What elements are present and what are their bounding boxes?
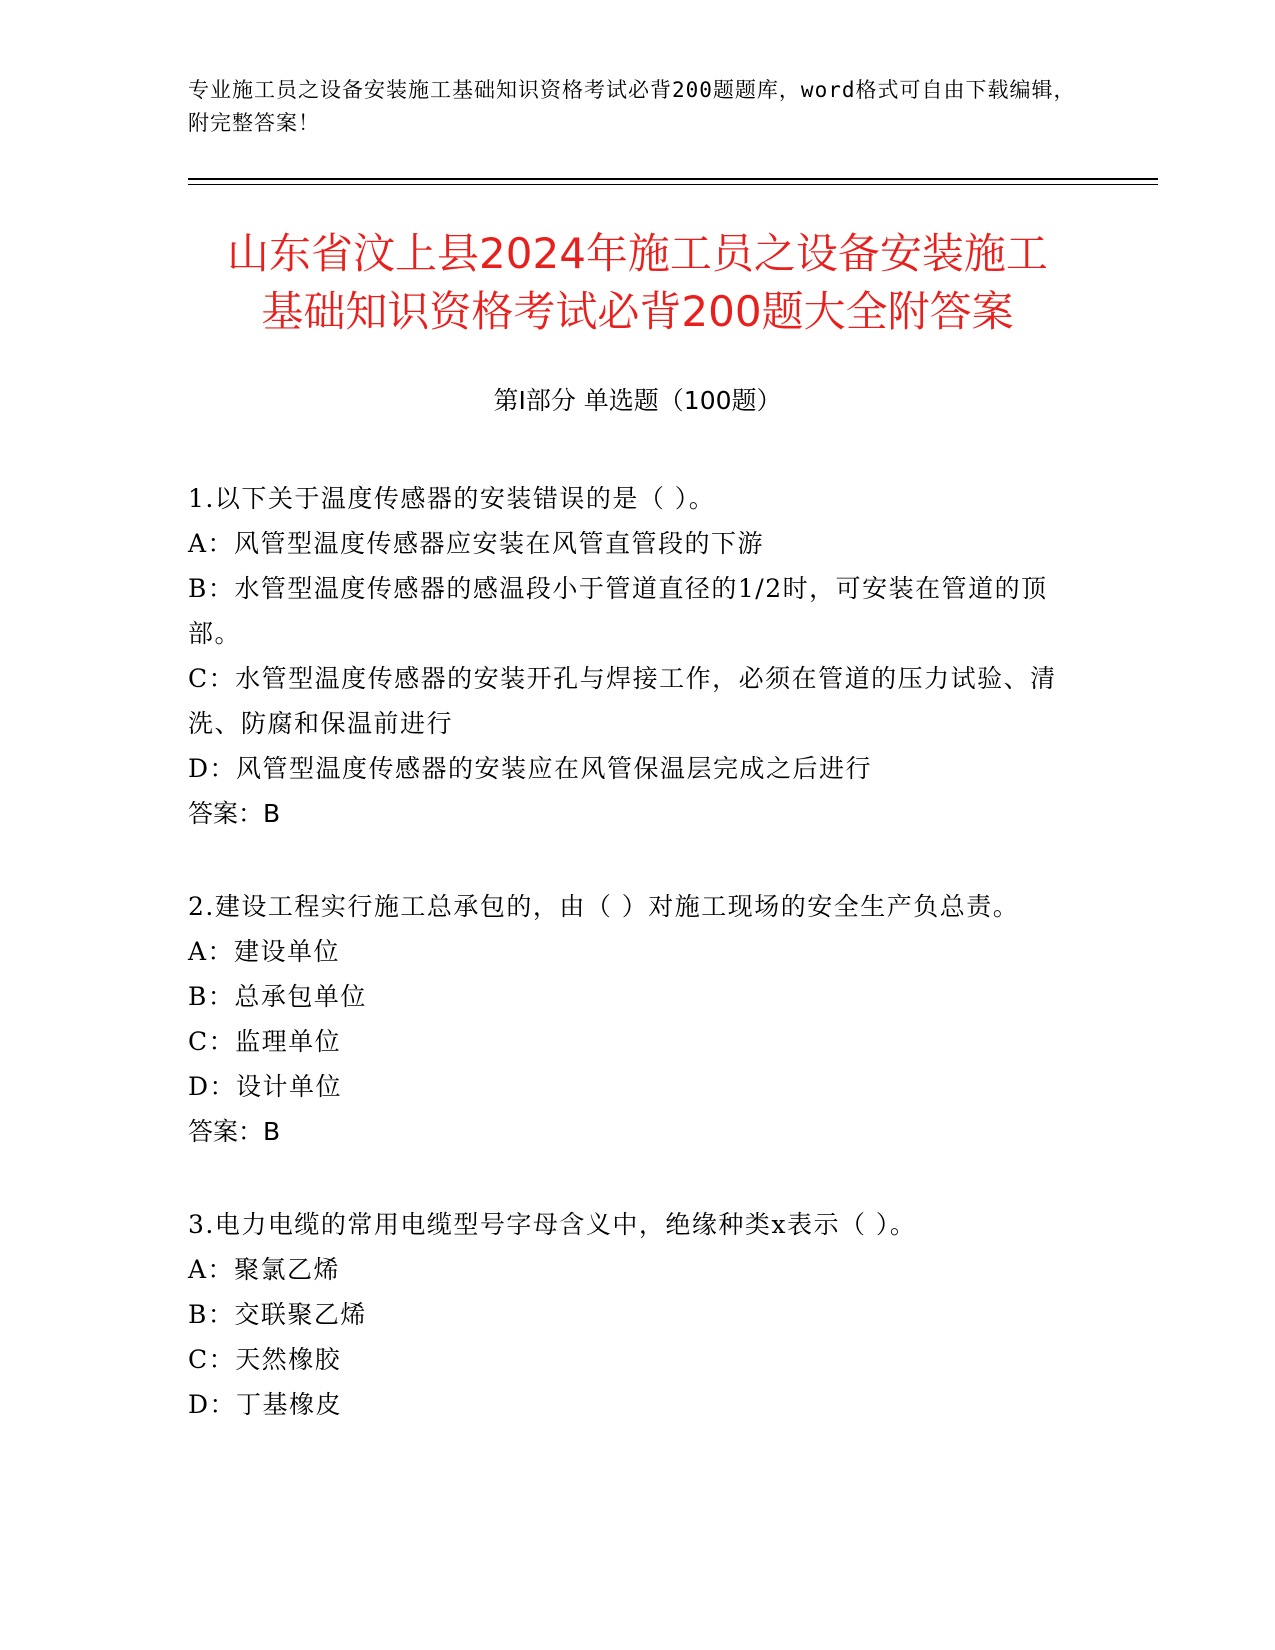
document-intro: 专业施工员之设备安装施工基础知识资格考试必背200题题库，word格式可自由下载编辑，附完整答案！ [188,78,1076,135]
option-a: A：聚氯乙烯 [188,1255,341,1284]
option-a: A：建设单位 [188,937,341,966]
title-line-2: 基础知识资格考试必背200题大全附答案 [261,287,1014,336]
document-title [0,225,1275,341]
question-stem: 3.电力电缆的常用电缆型号字母含义中，绝缘种类x表示（ ）。 [188,1210,917,1239]
option-c: C：水管型温度传感器的安装开孔与焊接工作，必须在管道的压力试验、清洗、防腐和保温前进行 [188,664,1057,738]
option-d: D：丁基橡皮 [188,1390,343,1419]
question-stem: 2.建设工程实行施工总承包的，由（ ）对施工现场的安全生产负总责。 [188,892,1020,921]
option-d: D：设计单位 [188,1072,343,1101]
option-c: C：天然橡胶 [188,1345,342,1374]
section-heading: 第Ⅰ部分 单选题（100题） [493,386,782,415]
option-d: D：风管型温度传感器的安装应在风管保温层完成之后进行 [188,754,873,783]
option-a: A：风管型温度传感器应安装在风管直管段的下游 [188,529,765,558]
question-2 [188,884,1088,1154]
option-c: C：监理单位 [188,1027,342,1056]
header-rule-thin [188,184,1158,185]
answer: 答案：B [188,799,281,828]
option-b: B：总承包单位 [188,982,367,1011]
question-3 [188,1202,1088,1427]
answer: 答案：B [188,1117,281,1146]
question-1 [188,476,1088,836]
title-line-1: 山东省汶上县2024年施工员之设备安装施工 [227,229,1048,278]
header-rule-thick [188,178,1158,180]
option-b: B：交联聚乙烯 [188,1300,367,1329]
option-b: B：水管型温度传感器的感温段小于管道直径的1/2时，可安装在管道的顶部。 [188,574,1048,648]
question-stem: 1.以下关于温度传感器的安装错误的是（ ）。 [188,484,716,513]
question-list [188,476,1088,1475]
